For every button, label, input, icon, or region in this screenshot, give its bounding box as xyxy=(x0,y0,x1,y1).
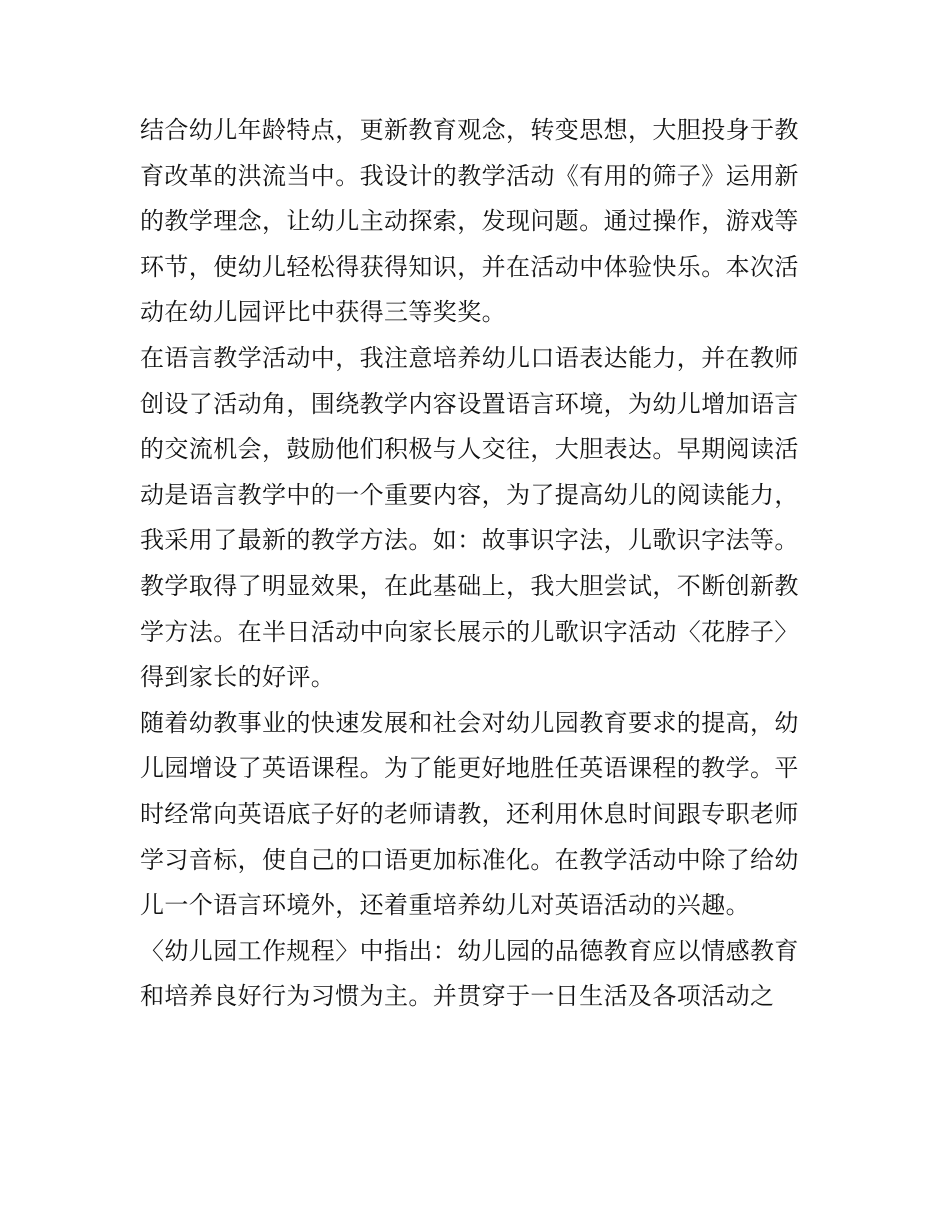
text-line: 结合幼儿年龄特点，更新教育观念，转变思想，大胆投身于教 xyxy=(140,116,799,144)
text-line: 我采用了最新的教学方法。如：故事识字法，儿歌识字法等。 xyxy=(140,526,799,555)
text-line: 学方法。在半日活动中向家长展示的儿歌识字活动〈花脖子〉 xyxy=(140,617,799,646)
text-line: 育改革的洪流当中。我设计的教学活动《有用的筛子》运用新 xyxy=(140,161,799,190)
text-line: 随着幼教事业的快速发展和社会对幼儿园教育要求的提高，幼 xyxy=(140,708,799,737)
text-line: 得到家长的好评。 xyxy=(140,663,336,692)
text-line: 学习音标，使自己的口语更加标准化。在教学活动中除了给幼 xyxy=(140,845,799,874)
text-line: 动在幼儿园评比中获得三等奖奖。 xyxy=(140,298,506,327)
text-line: 时经常向英语底子好的老师请教，还利用休息时间跟专职老师 xyxy=(140,799,799,828)
text-line: 教学取得了明显效果，在此基础上，我大胆尝试，不断创新教 xyxy=(140,571,799,600)
text-line: 的交流机会，鼓励他们积极与人交往，大胆表达。早期阅读活 xyxy=(140,435,799,464)
text-line: 〈幼儿园工作规程〉中指出：幼儿园的品德教育应以情感教育 xyxy=(140,936,799,965)
text-line: 环节，使幼儿轻松得获得知识，并在活动中体验快乐。本次活 xyxy=(140,252,799,281)
text-line: 和培养良好行为习惯为主。并贯穿于一日生活及各项活动之 xyxy=(140,982,775,1011)
text-line: 的教学理念，让幼儿主动探索，发现问题。通过操作，游戏等 xyxy=(140,207,799,236)
body-text xyxy=(140,108,820,1020)
text-line: 动是语言教学中的一个重要内容，为了提高幼儿的阅读能力， xyxy=(140,480,799,509)
text-line: 儿一个语言环境外，还着重培养幼儿对英语活动的兴趣。 xyxy=(140,891,750,920)
text-line: 儿园增设了英语课程。为了能更好地胜任英语课程的教学。平 xyxy=(140,754,799,783)
text-line: 创设了活动角，围绕教学内容设置语言环境，为幼儿增加语言 xyxy=(140,389,799,418)
text-line: 在语言教学活动中，我注意培养幼儿口语表达能力，并在教师 xyxy=(140,343,799,372)
